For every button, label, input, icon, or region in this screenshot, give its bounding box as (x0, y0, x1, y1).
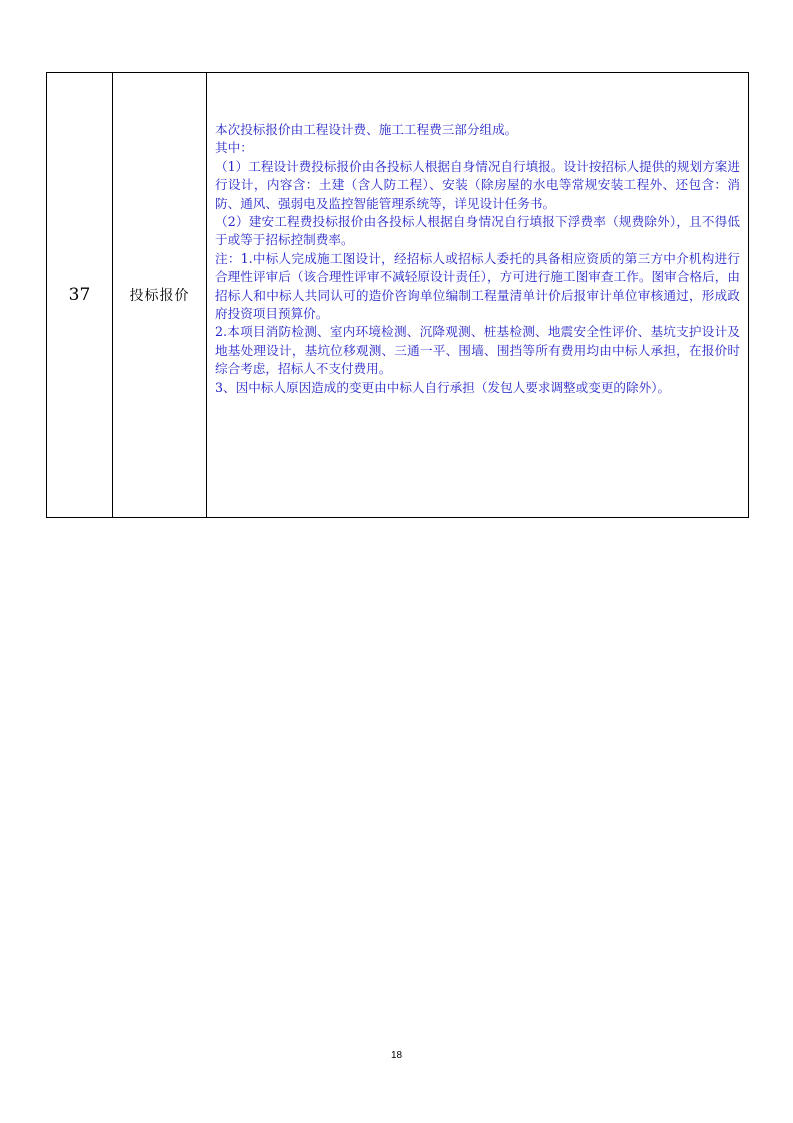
bid-info-table (46, 72, 749, 518)
row-number: 37 (68, 285, 91, 305)
content-paragraph-note-2: 2.本项目消防检测、室内环境检测、沉降观测、桩基检测、地震安全性评价、基坑支护设计及地基处理设计，基坑位移观测、三通一平、围墙、围挡等所有费用均由中标人承担，在报价时综合考虑，招标人不支付费用。 (215, 324, 740, 377)
content-paragraph-note-3: 3、因中标人原因造成的变更由中标人自行承担（发包人要求调整或变更的除外）。 (215, 379, 671, 395)
table-row (47, 73, 749, 518)
row-content-cell (207, 73, 749, 518)
row-item-cell (113, 73, 207, 518)
content-paragraph-design-fee: （1）工程设计费投标报价由各投标人根据自身情况自行填报。设计按招标人提供的规划方案进行设计，内容含：土建（含人防工程）、安装（除房屋的水电等常规安装工程外、还包含：消防、通风、强弱电及监控智能管理系统等，详见设计任务书。 (215, 158, 740, 211)
content-paragraph-note-1: 注：1.中标人完成施工图设计，经招标人或招标人委托的具备相应资质的第三方中介机构进行合理性评审后（该合理性评审不减轻原设计责任），方可进行施工图审查工作。图审合格后，由招标人和中标人共同认可的造价咨询单位编制工程量清单计价后报审计单位审核通过，形成政府投资项目预算价。 (215, 250, 740, 322)
content-paragraph-construction-fee: （2）建安工程费投标报价由各投标人根据自身情况自行填报下浮费率（规费除外），且不得低于或等于招标控制费率。 (215, 214, 740, 248)
content-paragraph-heading: 其中： (215, 140, 253, 156)
page-number: 18 (390, 1050, 403, 1061)
row-item-label: 投标报价 (129, 288, 190, 304)
content-paragraph-intro: 本次投标报价由工程设计费、施工工程费三部分组成。 (215, 122, 518, 137)
row-number-cell (47, 73, 113, 518)
